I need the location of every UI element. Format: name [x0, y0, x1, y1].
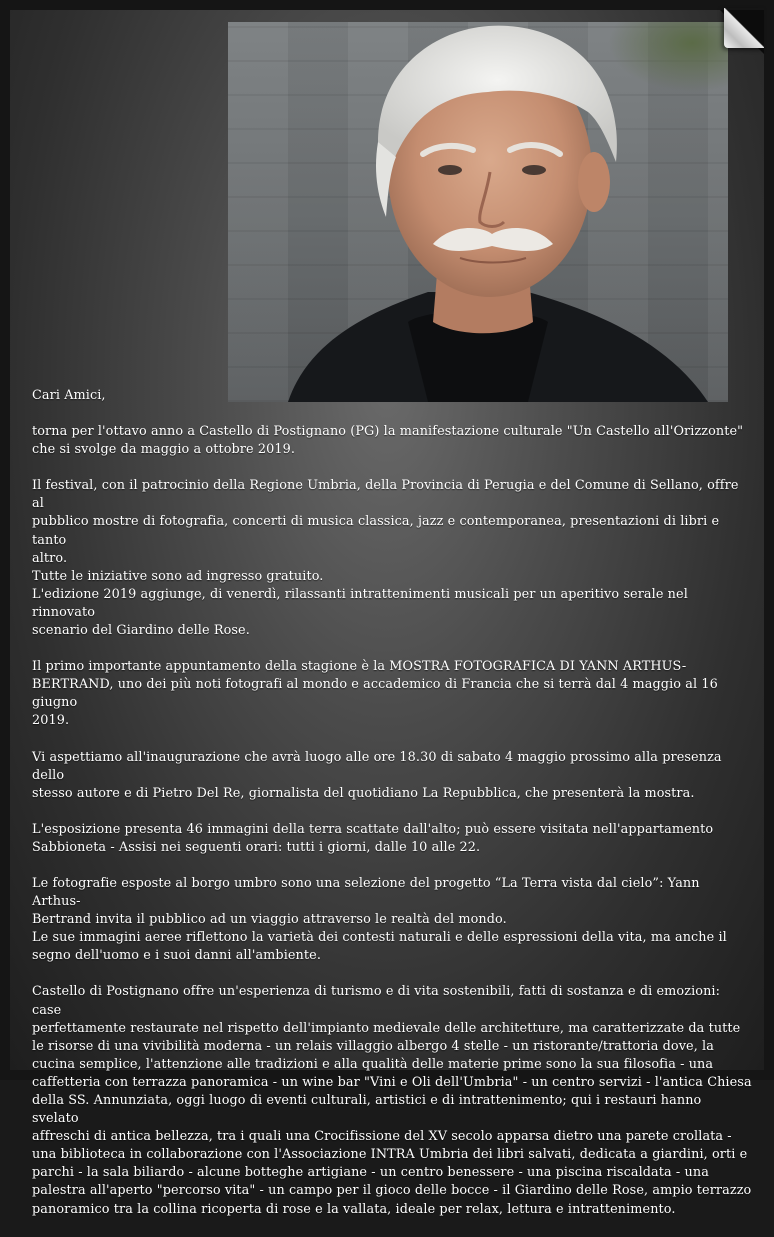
paragraph-exhibition-hours: L'esposizione presenta 46 immagini della terra scattate dall'alto; può essere visitata nell'appartamento Sabbioneta - Assisi nei seguenti orari: tutti i giorni, dalle 10 alle 22. [32, 821, 714, 855]
paragraph-festival-intro: torna per l'ottavo anno a Castello di Postignano (PG) la manifestazione culturale "Un Castello all'Orizzonte" che si svolge da maggio a ottobre 2019. [32, 424, 744, 458]
letter-greeting: Cari Amici, [32, 388, 106, 403]
paragraph-inauguration: Vi aspettiamo all'inaugurazione che avrà luogo alle ore 18.30 di sabato 4 maggio prossimo alla presenza dello stesso autore e di Pietro Del Re, giornalista del quotidiano La Repubblica, che presenterà la mostra. [32, 749, 722, 801]
paragraph-festival-details: Il festival, con il patrocinio della Regione Umbria, della Provincia di Perugia e del Comune di Sellano, offre al pubblico mostre di fotografia, concerti di musica classica, jazz e contemporanea, presentazioni di libri e tanto altro. Tutte le iniziative sono ad ingresso gratuito. L'edizione 2019 aggiunge, di venerdì, rilassanti intrattenimenti musicali per un aperitivo serale nel rinnovato scenario del Giardino delle Rose. [32, 478, 739, 639]
paragraph-project-description: Le fotografie esposte al borgo umbro sono una selezione del progetto “La Terra vista dal cielo”: Yann Arthus- Bertrand invita il pubblico ad un viaggio attraverso le realtà del mondo. Le sue immagini aeree riflettono la varietà dei contesti naturali e delle espressioni della vita, ma anche il segno dell'uomo e i suoi danni all'ambiente. [32, 875, 727, 964]
letter-body [32, 387, 752, 1237]
paragraph-castello-description: Castello di Postignano offre un'esperienza di turismo e di vita sostenibili, fatti di sostanza e di emozioni: case perfettamente restaurate nel rispetto dell'impianto medievale delle architetture, ma caratterizzate da tutte le risorse di una vivibilità moderna - un relais villaggio albergo 4 stelle - un ristorante/trattoria dove, la cucina semplice, l'attenzione alle tradizioni e alla qualità delle materie prime sono la sua filosofia - una caffetteria con terrazza panoramica - un wine bar "Vini e Oli dell'Umbria" - un centro servizi - l'antica Chiesa della SS. Annunziata, oggi luogo di eventi culturali, artistici e di intrattenimento; qui i restauri hanno svelato affreschi di antica bellezza, tra i quali una Crocifissione del XV secolo apparsa dietro una parete crollata - una biblioteca in collaborazione con l'Associazione INTRA Umbria dei libri salvati, dedicata a giardini, orti e parchi - la sala biliardo - alcune botteghe artigiane - un centro benessere - una piscina riscaldata - una palestra all'aperto "percorso vita" - un campo per il gioco delle bocce - il Giardino delle Rose, ampio terrazzo panoramico tra la collina ricoperta di rose e la vallata, ideale per relax, lettura e intrattenimento. [32, 984, 752, 1217]
portrait-photo [228, 22, 728, 402]
page-curl-icon [724, 8, 764, 48]
paragraph-exhibition-announcement: Il primo importante appuntamento della stagione è la MOSTRA FOTOGRAFICA DI YANN ARTHUS- BERTRAND, uno dei più noti fotografi al mondo e accademico di Francia che si terrà dal 4 maggio al 16 giugno 2019. [32, 659, 718, 729]
portrait-person-illustration [228, 22, 728, 402]
